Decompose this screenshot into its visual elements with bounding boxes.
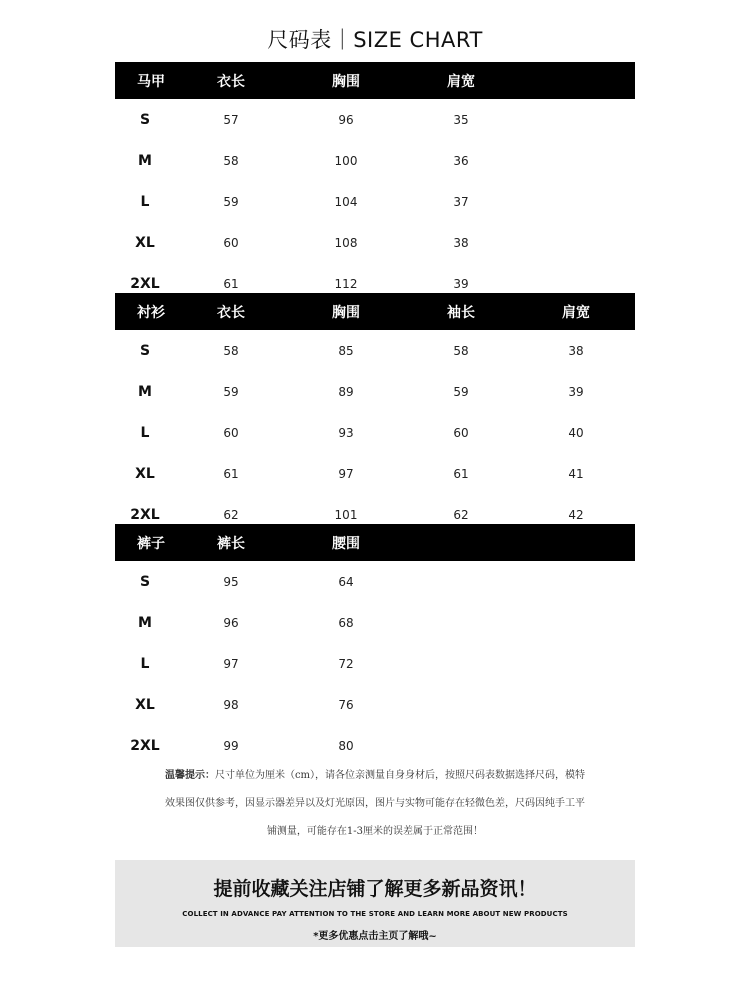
size-label: M — [138, 152, 152, 169]
header-cell-2: 腰围 — [332, 535, 360, 552]
measure-cell: 72 — [338, 656, 354, 671]
measure-cell: 58 — [453, 343, 469, 358]
measure-cell: 95 — [223, 574, 239, 589]
measure-cell: 112 — [334, 276, 358, 291]
header-cell-1: 衣长 — [217, 304, 245, 321]
table-row — [115, 140, 635, 181]
measure-cell: 96 — [223, 615, 239, 630]
size-label: M — [138, 614, 152, 631]
table-row — [115, 725, 635, 766]
measure-cell: 36 — [453, 153, 469, 168]
header-cell-2: 胸围 — [332, 304, 360, 321]
follow-store-banner — [115, 860, 635, 947]
note-line-2: 效果图仅供参考，因显示器差异以及灯光原因，图片与实物可能存在轻微色差，尺码因纯手工平 — [165, 798, 585, 809]
measure-cell: 100 — [334, 153, 358, 168]
page-title: 尺码表｜SIZE CHART — [267, 28, 483, 52]
note-label: 温馨提示： — [164, 770, 215, 781]
measure-cell: 104 — [334, 194, 358, 209]
size-table-pants — [115, 524, 635, 766]
size-label: S — [139, 342, 151, 359]
note-line-3: 铺测量，可能存在1-3厘米的误差属于正常范围！ — [266, 826, 484, 837]
banner-cta-link[interactable]: *更多优惠点击主页了解哦~ — [313, 931, 437, 942]
measure-cell: 98 — [223, 697, 239, 712]
measure-cell: 64 — [338, 574, 354, 589]
measure-cell: 101 — [334, 507, 358, 522]
measure-cell: 61 — [453, 466, 469, 481]
measure-cell: 59 — [453, 384, 469, 399]
measure-cell: 61 — [223, 466, 239, 481]
header-cell-3: 肩宽 — [447, 73, 475, 90]
measure-cell: 59 — [223, 384, 239, 399]
measure-cell: 60 — [223, 235, 239, 250]
measure-cell: 38 — [568, 343, 584, 358]
banner-subline: COLLECT IN ADVANCE PAY ATTENTION TO THE STORE AND LEARN MORE ABOUT NEW PRODUCTS — [182, 910, 568, 918]
measure-cell: 85 — [338, 343, 354, 358]
size-table-vest — [115, 62, 635, 304]
measure-cell: 35 — [453, 112, 469, 127]
measure-cell: 38 — [453, 235, 469, 250]
size-label: 2XL — [130, 506, 160, 523]
measure-cell: 97 — [338, 466, 354, 481]
measure-cell: 57 — [223, 112, 239, 127]
measure-cell: 76 — [338, 697, 354, 712]
measure-cell: 89 — [338, 384, 354, 399]
header-cell-4: 肩宽 — [562, 304, 590, 321]
measure-cell: 42 — [568, 507, 584, 522]
size-label: 2XL — [130, 737, 160, 754]
size-label: 2XL — [130, 275, 160, 292]
measure-cell: 60 — [223, 425, 239, 440]
measure-cell: 93 — [338, 425, 354, 440]
header-cell-2: 胸围 — [332, 73, 360, 90]
size-label: L — [140, 655, 150, 672]
measure-cell: 99 — [223, 738, 239, 753]
table-row — [115, 222, 635, 263]
measure-cell: 41 — [568, 466, 584, 481]
size-label: XL — [135, 234, 155, 251]
table-row — [115, 371, 635, 412]
size-label: S — [139, 573, 151, 590]
table-header — [115, 62, 635, 99]
table-header — [115, 524, 635, 561]
size-label: XL — [135, 465, 155, 482]
table-row — [115, 181, 635, 222]
measure-cell: 39 — [568, 384, 584, 399]
measure-cell: 108 — [334, 235, 358, 250]
measure-cell: 58 — [223, 343, 239, 358]
table-row — [115, 412, 635, 453]
banner-headline: 提前收藏关注店铺了解更多新品资讯！ — [213, 878, 537, 900]
measure-cell: 62 — [453, 507, 469, 522]
measure-cell: 61 — [223, 276, 239, 291]
table-row — [115, 453, 635, 494]
table-row — [115, 561, 635, 602]
measure-cell: 97 — [223, 656, 239, 671]
measure-cell: 62 — [223, 507, 239, 522]
header-cell-3: 袖长 — [447, 304, 475, 321]
size-label: L — [140, 424, 150, 441]
measure-cell: 68 — [338, 615, 354, 630]
measure-cell: 58 — [223, 153, 239, 168]
note-line-1: 温馨提示：尺寸单位为厘米（cm），请各位亲测量自身身材后，按照尺码表数据选择尺码，模特 — [164, 770, 586, 781]
size-label: L — [140, 193, 150, 210]
measure-cell: 96 — [338, 112, 354, 127]
measure-cell: 40 — [568, 425, 584, 440]
header-cell-1: 衣长 — [217, 73, 245, 90]
header-cell-1: 裤长 — [217, 535, 245, 552]
size-label: S — [139, 111, 151, 128]
measure-cell: 39 — [453, 276, 469, 291]
size-note — [150, 762, 600, 846]
size-label: M — [138, 383, 152, 400]
table-row — [115, 330, 635, 371]
table-row — [115, 684, 635, 725]
measure-cell: 37 — [453, 194, 469, 209]
table-row — [115, 99, 635, 140]
size-table-shirt — [115, 293, 635, 535]
header-cell-0: 裤子 — [137, 535, 165, 552]
table-header — [115, 293, 635, 330]
measure-cell: 59 — [223, 194, 239, 209]
measure-cell: 80 — [338, 738, 354, 753]
table-row — [115, 643, 635, 684]
header-cell-0: 衬衫 — [137, 304, 165, 321]
header-cell-0: 马甲 — [137, 73, 165, 90]
size-label: XL — [135, 696, 155, 713]
measure-cell: 60 — [453, 425, 469, 440]
table-row — [115, 602, 635, 643]
